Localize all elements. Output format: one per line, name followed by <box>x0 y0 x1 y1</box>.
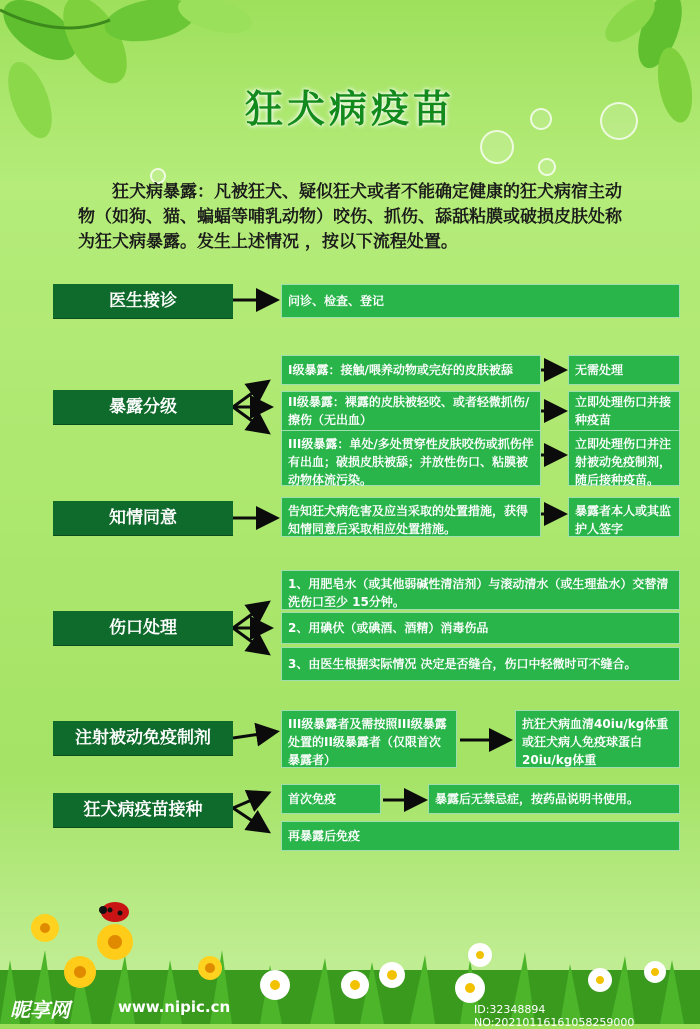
vaccine-label: 狂犬病疫苗接种 <box>53 793 233 827</box>
passive-step-box: III级暴露者及需按照III级暴露处置的II级暴露者（仅限首次暴露者） <box>281 710 457 768</box>
wound-step2-box: 2、用碘伏（或碘酒、酒精）消毒伤品 <box>281 612 680 644</box>
consent-step-box: 告知狂犬病危害及应当采取的处置措施，获得知情同意后采取相应处置措施。 <box>281 497 541 537</box>
exposure-level3-result-box: 立即处理伤口并注射被动免疫制剂，随后接种疫苗。 <box>568 430 680 486</box>
doctor-step-box: 问诊、检查、登记 <box>281 284 680 318</box>
consent-label: 知情同意 <box>53 501 233 535</box>
wound-step1-box: 1、用肥皂水（或其他弱碱性清洁剂）与滚动清水（或生理盐水）交替清洗伤口至少 15分钟。 <box>281 570 680 610</box>
exposure-level1-box: I级暴露：接触/喂养动物或完好的皮肤被舔 <box>281 355 541 385</box>
exposure-level2-result-box: 立即处理伤口并接种疫苗 <box>568 391 680 431</box>
intro-paragraph: 狂犬病暴露：凡被狂犬、疑似狂犬或者不能确定健康的狂犬病宿主动物（如狗、猫、蝙蝠等哺乳动物）咬伤、抓伤、舔舐粘膜或破损皮肤处称为狂犬病暴露。发生上述情况 ，按以下流程处置。 <box>78 182 622 252</box>
passive-label: 注射被动免疫制剂 <box>53 721 233 755</box>
vaccine-again-box: 再暴露后免疫 <box>281 821 680 851</box>
image-id-text: ID:32348894 NO:20210116161058259000 <box>474 1003 635 1029</box>
exposure-level1-result-box: 无需处理 <box>568 355 680 385</box>
exposure-level3-box: III级暴露：单处/多处贯穿性皮肤咬伤或抓伤伴有出血；破损皮肤被舔；并放性伤口、粘膜被动物体流污染。 <box>281 430 541 486</box>
wound-step3-box: 3、由医生根据实际情况 决定是否缝合，伤口中轻微时可不缝合。 <box>281 647 680 681</box>
page-title: 狂犬病疫苗 <box>244 87 455 131</box>
vaccine-first-box: 首次免疫 <box>281 784 381 814</box>
wound-label: 伤口处理 <box>53 611 233 645</box>
consent-result-box: 暴露者本人或其监护人签字 <box>568 497 680 537</box>
ladybug-icon <box>99 902 129 922</box>
exposure-label: 暴露分级 <box>53 390 233 424</box>
vaccine-first-result-box: 暴露后无禁忌症，按药品说明书使用。 <box>428 784 680 814</box>
passive-result-box: 抗狂犬病血清40iu/kg体重或狂犬病人免疫球蛋白20iu/kg体重 <box>515 710 680 768</box>
exposure-level2-box: II级暴露：裸露的皮肤被轻咬、或者轻微抓伤/擦伤（无出血） <box>281 391 541 431</box>
site-url: www.nipic.cn <box>118 998 231 1016</box>
site-logo: 昵享网 <box>10 998 70 1022</box>
doctor-label: 医生接诊 <box>53 284 233 318</box>
